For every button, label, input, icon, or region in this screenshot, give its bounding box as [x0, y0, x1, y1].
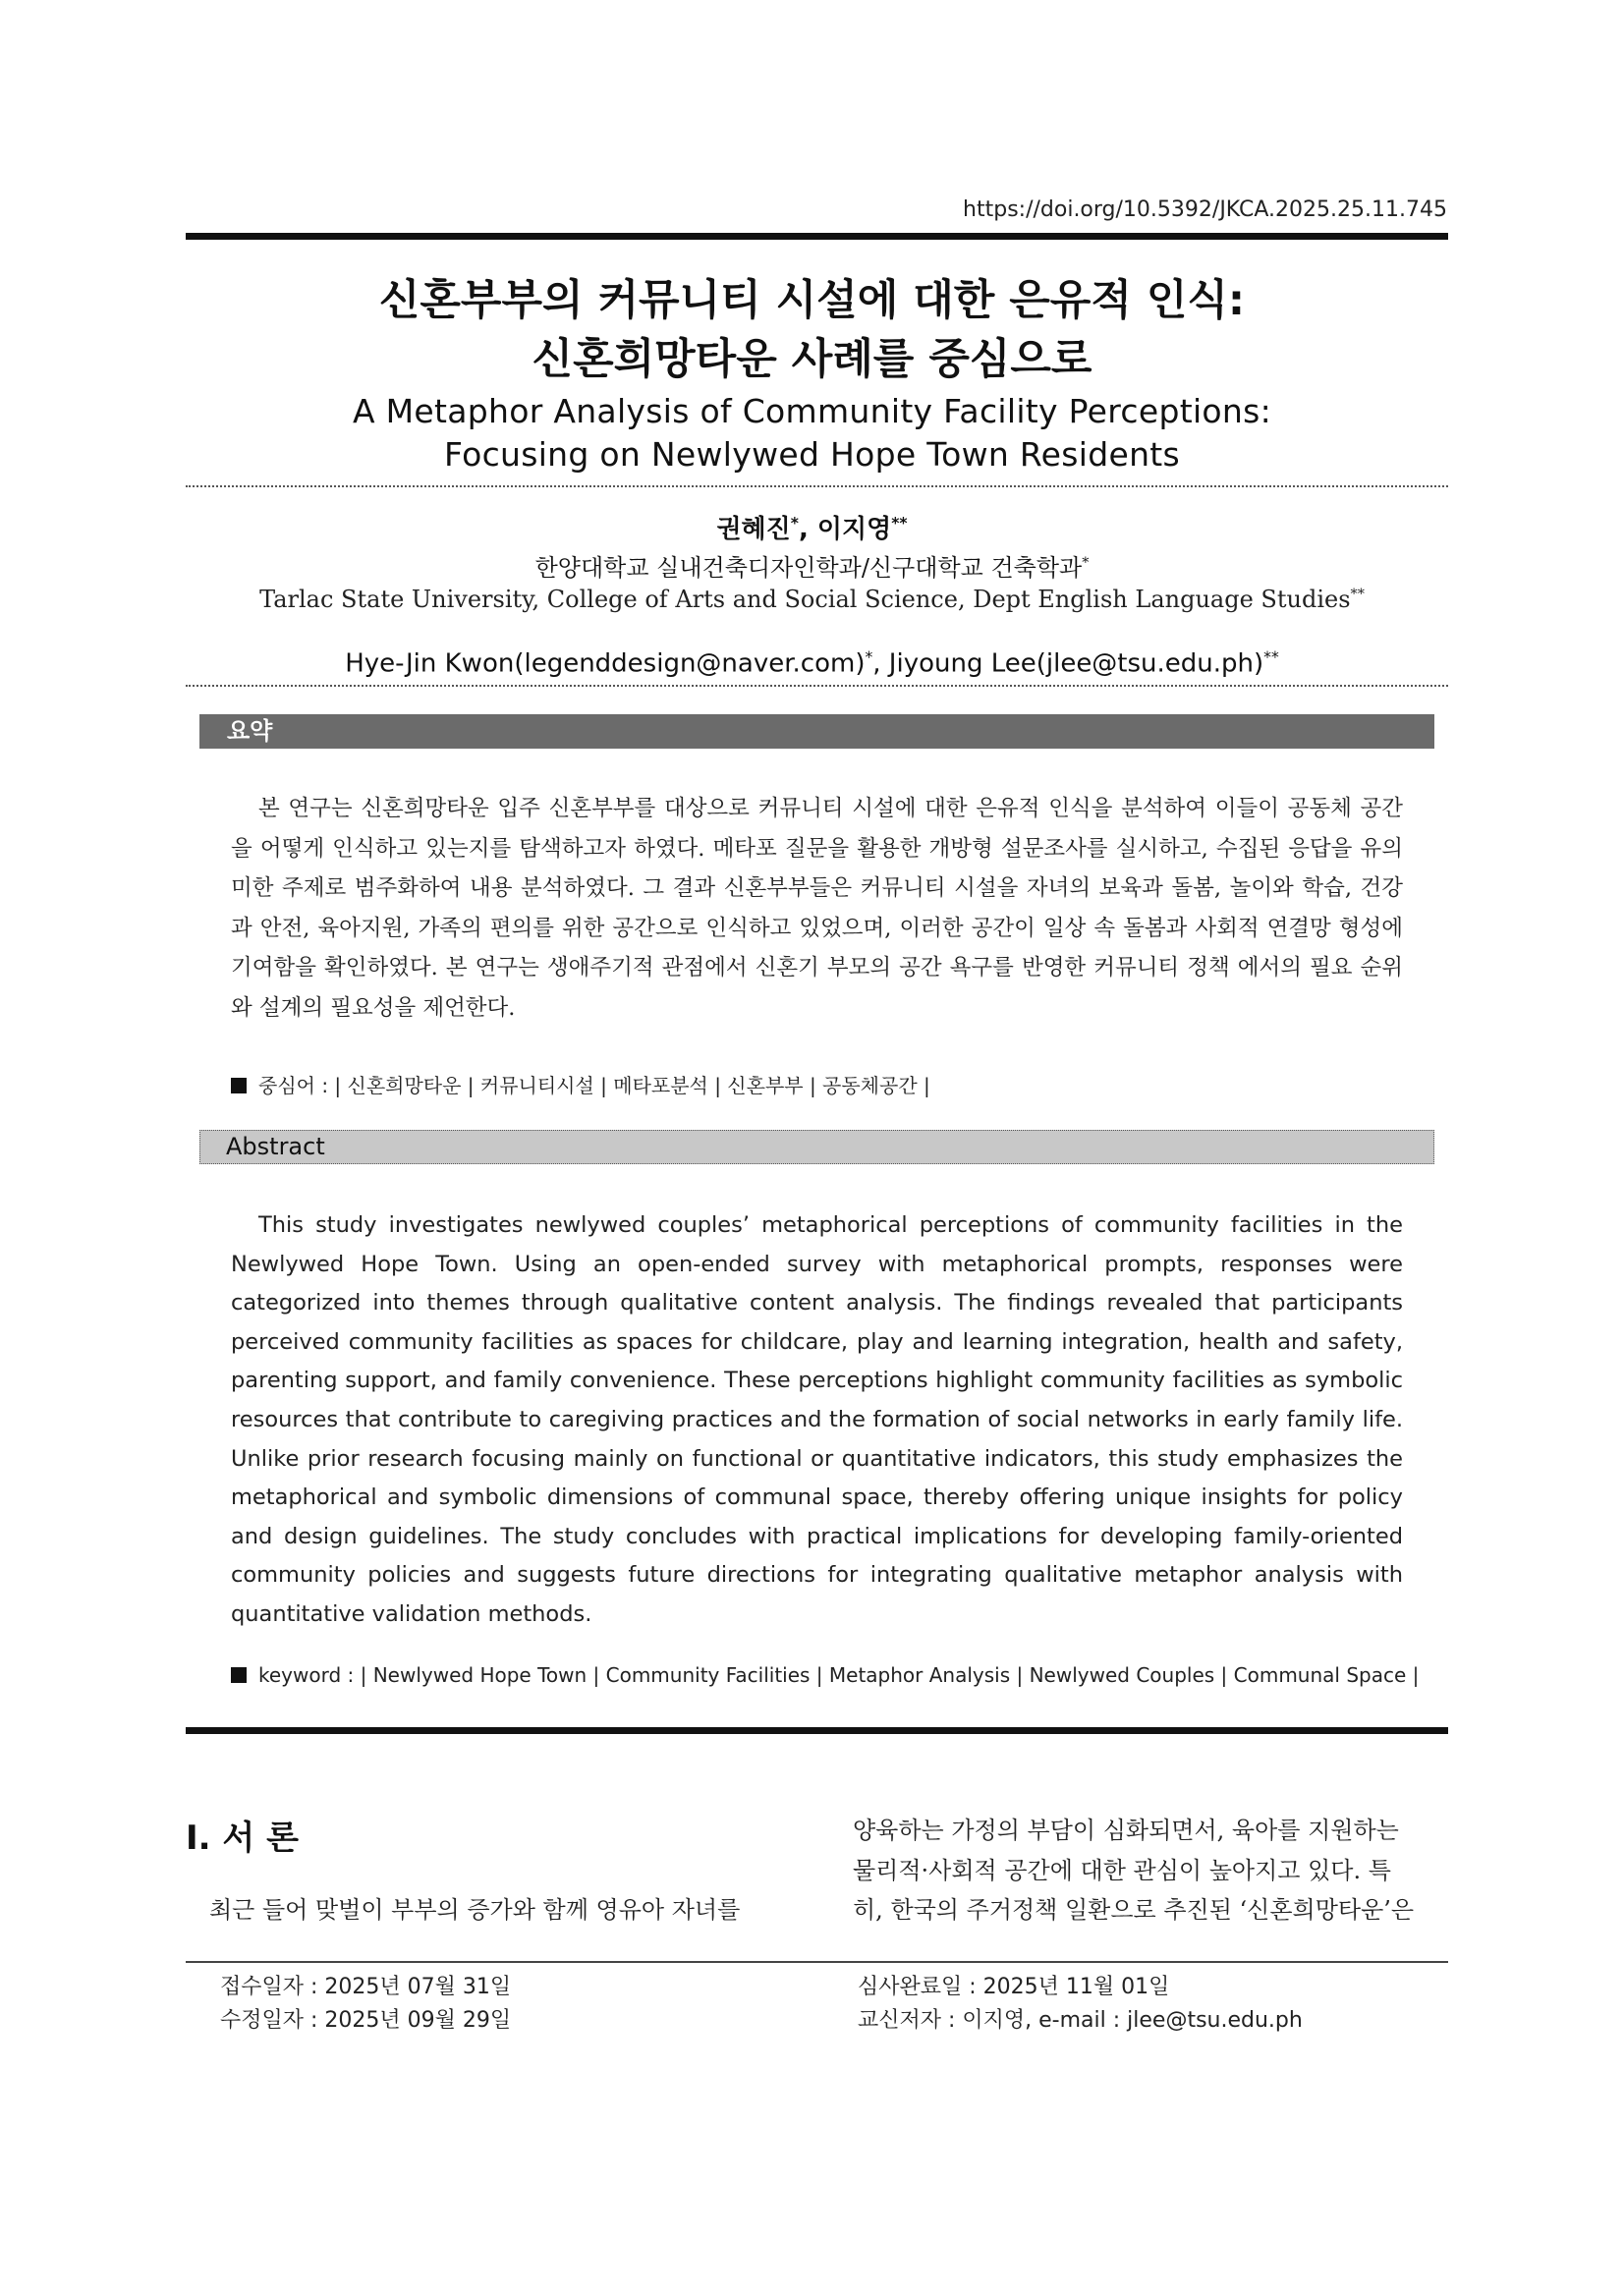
- title-korean-line1: 신혼부부의 커뮤니티 시설에 대한 은유적 인식:: [378, 276, 1246, 325]
- keywords-text: 중심어 : | 신혼희망타운 | 커뮤니티시설 | 메타포분석 | 신혼부부 | 공동체공간 |: [258, 1074, 930, 1097]
- abstract-end-rule: [186, 1727, 1448, 1734]
- intro-line: 물리적·사회적 공간에 대한 관심이 높아지고 있다. 특: [853, 1856, 1391, 1884]
- intro-line: 양육하는 가정의 부담이 심화되면서, 육아를 지원하는: [853, 1817, 1399, 1844]
- affiliation-text: Tarlac State University, College of Arts and Social Science, Dept English Language Studies: [259, 586, 1351, 613]
- header-rule: [186, 233, 1448, 240]
- footnote-rule: [186, 1961, 1448, 1963]
- author-email[interactable]: Jiyoung Lee(jlee@tsu.edu.ph): [888, 648, 1264, 679]
- abstract-heading: Abstract: [226, 1133, 325, 1160]
- author-emails: Hye-Jin Kwon(legenddesign@naver.com)*, Jiyoung Lee(jlee@tsu.edu.ph)**: [345, 648, 1279, 679]
- intro-line: 히, 한국의 주거정책 일환으로 추진된 ‘신혼희망타운’은: [853, 1896, 1415, 1924]
- affiliation-mark: *: [1082, 555, 1090, 571]
- intro-text-right: [853, 1811, 1448, 1931]
- keywords-english: [231, 1663, 1419, 1687]
- summary-korean: [231, 789, 1403, 1028]
- affiliation-mark: **: [1350, 587, 1365, 602]
- author-mark: **: [891, 514, 908, 532]
- email-mark: **: [1263, 648, 1279, 666]
- author-email[interactable]: Hye-Jin Kwon(legenddesign@naver.com): [345, 648, 866, 679]
- revised-date: 수정일자 : 2025년 09월 29일: [220, 2008, 512, 2033]
- title-english-line2: Focusing on Newlywed Hope Town Residents: [443, 435, 1181, 474]
- title-korean-line2: 신혼희망타운 사례를 중심으로: [532, 335, 1092, 384]
- corresponding-author: 교신저자 : 이지영, e-mail : jlee@tsu.edu.ph: [858, 2008, 1303, 2033]
- summary-heading: 요약: [227, 717, 273, 745]
- bullet-square-icon: [231, 1078, 247, 1093]
- abstract-english: [231, 1206, 1403, 1635]
- title-divider: [186, 485, 1448, 487]
- keywords-text: keyword : | Newlywed Hope Town | Community Facilities | Metaphor Analysis | Newlywed Couples | Communal Space |: [258, 1663, 1420, 1687]
- affiliation-text: 한양대학교 실내건축디자인학과/신구대학교 건축학과: [534, 554, 1083, 582]
- keywords-korean: [231, 1070, 930, 1098]
- author-divider: [186, 685, 1448, 687]
- abstract-text: This study investigates newlywed couples’ metaphorical perceptions of community facilities in the Newlywed Hope Town. Using an open-ended survey with metaphorical prompts, responses were categorized into themes through qualitative content analysis. The findings revealed that participants perceived community facilities as spaces for childcare, play and learning integration, health and safety, parenting support, and family convenience. These perceptions highlight community facilities as symbolic resources that contribute to caregiving practices and the formation of social networks in early family life. Unlike prior research focusing mainly on functional or quantitative indicators, this study emphasizes the metaphorical and symbolic dimensions of communal space, thereby offering unique insights for policy and design guidelines. The study concludes with practical implications for developing family-oriented community policies and suggests future directions for integrating qualitative metaphor analysis with quantitative validation methods.: [231, 1212, 1403, 1627]
- affiliation-english: [0, 586, 1624, 613]
- affiliation-korean: [0, 548, 1624, 583]
- doi-link[interactable]: https://doi.org/10.5392/JKCA.2025.25.11.745: [963, 197, 1447, 222]
- intro-text-left: 최근 들어 맞벌이 부부의 증가와 함께 영유아 자녀를: [209, 1896, 741, 1924]
- author-name: 권혜진: [716, 515, 791, 544]
- section-heading: I. 서 론: [186, 1819, 299, 1858]
- accepted-date: 심사완료일 : 2025년 11월 01일: [858, 1975, 1170, 1999]
- email-mark: *: [865, 648, 873, 666]
- summary-header-bar: [199, 714, 1434, 749]
- bullet-square-icon: [231, 1667, 247, 1683]
- title-english-line1: A Metaphor Analysis of Community Facility Perceptions:: [352, 392, 1272, 430]
- received-date: 접수일자 : 2025년 07월 31일: [220, 1975, 512, 1999]
- summary-text: 본 연구는 신혼희망타운 입주 신혼부부를 대상으로 커뮤니티 시설에 대한 은유적 인식을 분석하여 이들이 공동체 공간을 어떻게 인식하고 있는지를 탐색하고자 하였다. 메타포 질문을 활용한 개방형 설문조사를 실시하고, 수집된 응답을 유의미한 주제로 범주화하여 내용 분석하였다. 그 결과 신혼부부들은 커뮤니티 시설을 자녀의 보육과 돌봄, 놀이와 학습, 건강과 안전, 육아지원, 가족의 편의를 위한 공간으로 인식하고 있었으며, 이러한 공간이 일상 속 돌봄과 사회적 연결망 형성에 기여함을 확인하였다. 본 연구는 생애주기적 관점에서 신혼기 부모의 공간 욕구를 반영한 커뮤니티 정책 에서의 필요 순위와 설계의 필요성을 제언한다.: [231, 796, 1403, 1021]
- author-mark: *: [790, 514, 799, 532]
- author-name: 이지영: [816, 515, 892, 544]
- author-list: 권혜진*, 이지영**: [716, 514, 908, 544]
- abstract-header-bar: [199, 1130, 1434, 1164]
